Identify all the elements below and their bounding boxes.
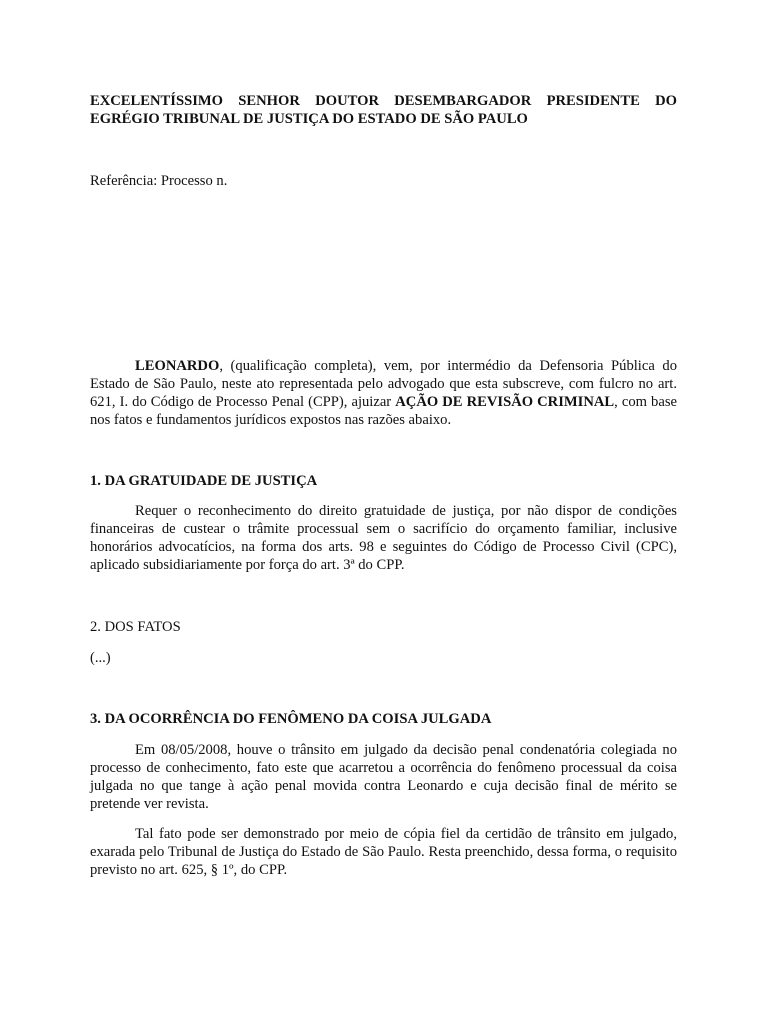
intro-paragraph — [90, 357, 677, 429]
section-paragraph-gratuidade: Requer o reconhecimento do direito gratuidade de justiça, por não dispor de condições financeiras de custear o trâmite processual sem o sacrifício do orçamento familiar, inclusive honorários advocatícios, na forma dos arts. 98 e seguintes do Código de Processo Civil (CPC), aplicado subsidiariamente por força do art. 3ª do CPP. — [90, 503, 677, 573]
intro-text-part-2: , com base nos fatos e fundamentos jurídicos expostos nas razões abaixo. — [90, 394, 677, 428]
action-title: AÇÃO DE REVISÃO CRIMINAL — [395, 394, 615, 410]
reference-line: Referência: Processo n. — [90, 173, 228, 189]
section-heading-fatos: 2. DOS FATOS — [90, 619, 181, 635]
section-paragraph-coisa-julgada-2: Tal fato pode ser demonstrado por meio de cópia fiel da certidão de trânsito em julgado, exarada pelo Tribunal de Justiça do Estado de São Paulo. Resta preenchido, dessa forma, o requisito previsto no art. 625, § 1º, do CPP. — [90, 826, 677, 878]
addressee-heading: EXCELENTÍSSIMO SENHOR DOUTOR DESEMBARGADOR PRESIDENTE DO EGRÉGIO TRIBUNAL DE JUSTIÇA DO ESTADO DE SÃO PAULO — [90, 93, 677, 127]
section-heading-coisa-julgada: 3. DA OCORRÊNCIA DO FENÔMENO DA COISA JULGADA — [90, 711, 492, 727]
section-paragraph-coisa-julgada-1: Em 08/05/2008, houve o trânsito em julgado da decisão penal condenatória colegiada no processo de conhecimento, fato este que acarretou a ocorrência do fenômeno processual da coisa julgada no que tange à ação penal movida contra Leonardo e cuja decisão final de mérito se pretende ver revista. — [90, 742, 677, 812]
section-heading-gratuidade: 1. DA GRATUIDADE DE JUSTIÇA — [90, 473, 318, 489]
intro-text-part-1: , (qualificação completa), vem, por intermédio da Defensoria Pública do Estado de São Paulo, neste ato representada pelo advogado que esta subscreve, com fulcro no art. 621, I. do Código de Processo Penal (CPP), ajuizar — [90, 358, 677, 410]
party-name: LEONARDO — [135, 358, 220, 374]
section-paragraph-fatos: (...) — [90, 650, 111, 666]
